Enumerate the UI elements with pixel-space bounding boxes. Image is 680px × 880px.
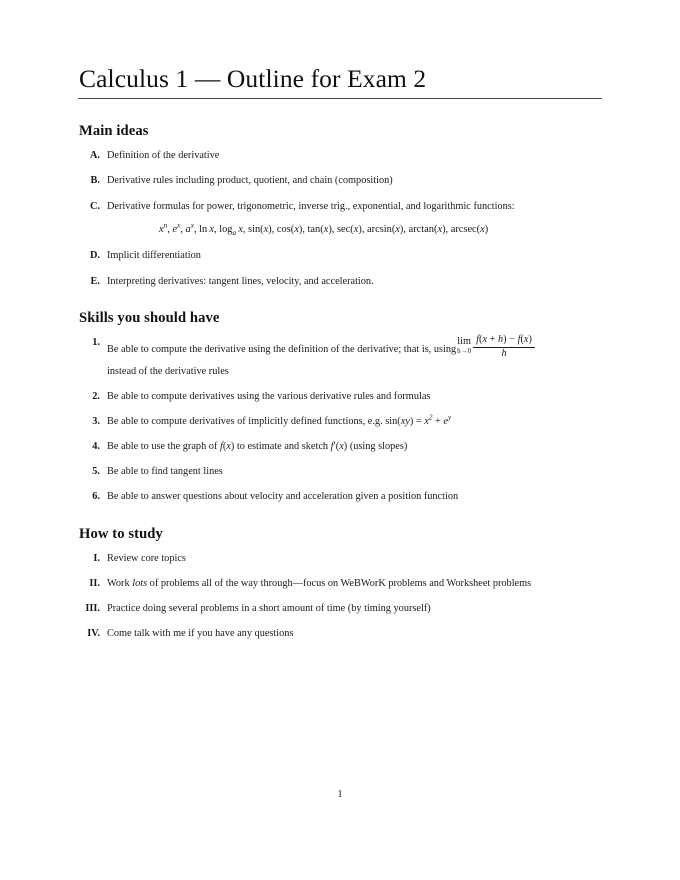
list-item-text: Be able to answer questions about velocity and acceleration given a position function: [107, 491, 459, 503]
list-item-text: Implicit differentiation: [107, 250, 201, 262]
derivative-formula-list: $x^n$, $e^x$, $a^x$, ln x, $\log_a x$, sin(x), cos(x), tan(x), sec(x), arcsin(x), arctan(x), arcsec(x): [159, 221, 489, 238]
list-item-text: Be able to compute derivatives using the various derivative rules and formulas: [107, 390, 431, 402]
list-marker: 2.: [92, 390, 100, 402]
page-title: Calculus 1 — Outline for Exam 2: [79, 64, 427, 93]
list-item: [78, 249, 602, 264]
list-item: [78, 552, 602, 567]
section-how-to-study: [78, 526, 602, 642]
list-item: [78, 577, 602, 592]
list-item: [78, 390, 602, 405]
list-marker: 4.: [92, 441, 100, 453]
skill-4-text-middle: to estimate and sketch: [236, 441, 329, 453]
list-item-text: Derivative formulas for power, trigonometric, inverse trig., exponential, and logarithmic functions:: [107, 200, 515, 212]
list-item-text: Come talk with me if you have any questions: [107, 628, 294, 640]
list-item: [78, 200, 602, 239]
how-to-study-list: [78, 552, 602, 642]
list-item: [78, 465, 602, 480]
difference-quotient-fraction: [473, 334, 535, 362]
list-item-text: [107, 415, 602, 430]
study-2-text-after: of problems all of the way through—focus on WeBWorK problems and Worksheet problems: [149, 578, 532, 590]
list-item: [78, 490, 602, 505]
function-fprime-x: f: [330, 441, 334, 453]
list-item-text: Be able to use the graph of f(x) to estimate and sketch f′(x) (using slopes): [107, 441, 408, 453]
list-item-text: Practice doing several problems in a short amount of time (by timing yourself): [107, 603, 431, 615]
list-item-text: [107, 577, 602, 592]
list-item-text: Derivative rules including product, quotient, and chain (composition): [107, 175, 393, 187]
implicit-function-formula: $\sin(xy) = x^2 + e^y$: [385, 413, 452, 428]
list-item: [78, 627, 602, 642]
fraction-numerator: f(x + h) − f(x): [473, 334, 535, 348]
list-item: [78, 415, 602, 430]
main-ideas-list: [78, 149, 602, 289]
skill-1-text-after: instead of the derivative rules: [107, 365, 229, 377]
list-marker: IV.: [87, 628, 100, 640]
limit-operator: lim h→0: [457, 335, 472, 355]
skill-4-text-after: (using slopes): [349, 441, 408, 453]
list-marker: B.: [90, 175, 100, 187]
skill-1-text-before: Be able to compute the derivative using the definition of the derivative; that is, using: [107, 344, 457, 356]
function-fx: f: [219, 441, 223, 453]
fraction-denominator: h: [501, 348, 507, 360]
derivative-limit-formula: [457, 335, 535, 363]
list-marker: I.: [93, 553, 100, 564]
section-main-ideas: [78, 123, 602, 289]
skill-3-text-before: Be able to compute derivatives of implicitly defined functions, e.g.: [107, 416, 383, 428]
skill-4-text-before: Be able to use the graph of: [107, 441, 218, 453]
list-item: [78, 275, 602, 290]
list-marker: 1.: [92, 337, 100, 349]
list-item: [78, 440, 602, 455]
section-heading-skills: Skills you should have: [79, 310, 220, 327]
list-item-text: Be able to find tangent lines: [107, 466, 223, 478]
study-2-text-before: Work: [107, 578, 130, 590]
list-marker: E.: [90, 275, 100, 287]
list-item: [78, 602, 602, 617]
page-content: [78, 64, 602, 642]
list-marker: III.: [85, 603, 100, 615]
list-item: [78, 149, 602, 164]
list-item-text: [107, 333, 602, 379]
list-item-text: Definition of the derivative: [107, 150, 220, 162]
section-heading-main-ideas: Main ideas: [79, 123, 149, 140]
study-2-emphasis: lots: [132, 578, 148, 590]
list-marker: 3.: [92, 416, 100, 428]
list-marker: 6.: [92, 491, 100, 503]
page-number: 1: [337, 789, 343, 800]
list-marker: II.: [89, 578, 100, 590]
list-item-text: Interpreting derivatives: tangent lines, velocity, and acceleration.: [107, 275, 374, 287]
list-marker: C.: [89, 200, 100, 212]
list-item-text: Review core topics: [107, 553, 186, 564]
list-marker: A.: [89, 150, 100, 162]
list-marker: D.: [89, 250, 100, 262]
section-heading-how-to-study: How to study: [79, 526, 163, 542]
skills-list: [78, 333, 602, 505]
title-divider: [78, 98, 602, 99]
section-skills: [78, 310, 602, 505]
list-item: [78, 333, 602, 379]
list-marker: 5.: [92, 466, 100, 478]
list-item: [78, 174, 602, 189]
